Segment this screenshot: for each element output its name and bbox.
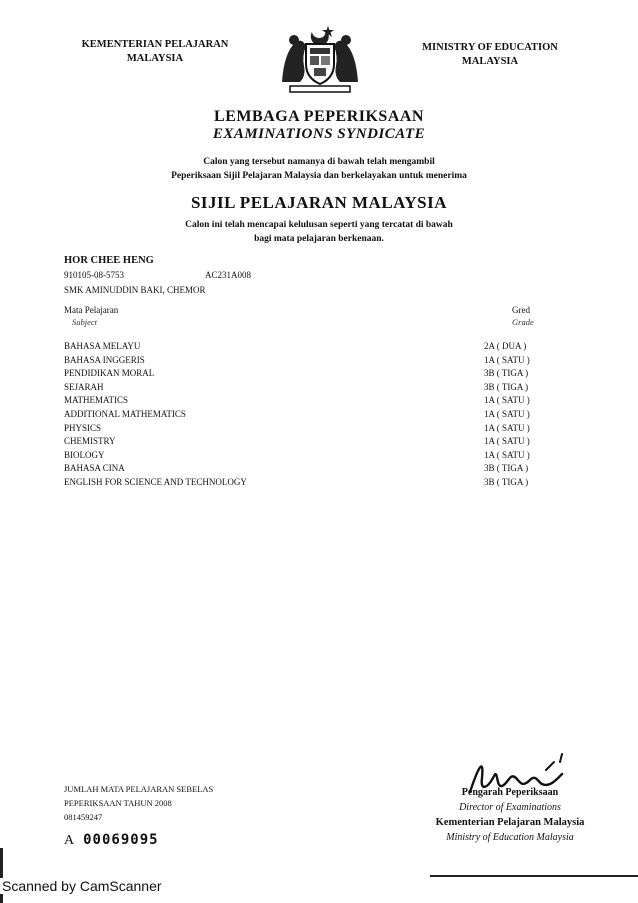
subject-grade: 1A ( SATU ) (484, 354, 530, 365)
signatory-ministry: Kementerian Pelajaran Malaysia (435, 817, 585, 828)
subject-name: PHYSICS (64, 422, 102, 433)
subject-name: BAHASA MELAYU (64, 341, 141, 351)
intro-line2: Peperiksaan Sijil Pelajaran Malaysia dan berkelayakan untuk menerima (171, 171, 467, 181)
subject-row (64, 449, 574, 463)
subject-grade: 2A ( DUA ) (484, 341, 527, 351)
serial-number: 081459247 (64, 812, 103, 822)
intro-text (0, 155, 638, 183)
subject-name: MATHEMATICS (64, 395, 129, 406)
subject-row (64, 354, 574, 368)
certificate-prefix: A (64, 833, 76, 848)
subject-grade: 1A ( SATU ) (484, 449, 530, 460)
achievement-line2: bagi mata pelajaran berkenaan. (254, 234, 384, 244)
certificate-number (64, 832, 159, 849)
subject-row (64, 462, 574, 476)
subject-name: BAHASA CINA (64, 463, 125, 474)
malaysia-coat-of-arms-icon (272, 22, 368, 94)
header-right-line1: MINISTRY OF EDUCATION (422, 42, 558, 53)
exam-year: PEPERIKSAAN TAHUN 2008 (64, 798, 172, 808)
subject-grade: 1A ( SATU ) (484, 408, 530, 419)
subject-name: ENGLISH FOR SCIENCE AND TECHNOLOGY (64, 476, 247, 487)
subject-name: BAHASA INGGERIS (64, 354, 145, 365)
header-right (390, 41, 590, 69)
subject-row (64, 422, 574, 436)
subject-header: Mata Pelajaran (64, 305, 119, 315)
grade-header: Gred (512, 305, 530, 315)
scan-edge-mark (0, 848, 3, 903)
subject-row (64, 381, 574, 395)
org-subtitle: EXAMINATIONS SYNDICATE (212, 126, 426, 142)
subject-grade: 3B ( TIGA ) (484, 476, 529, 487)
subject-row (64, 367, 574, 381)
candidate-ic-number: 910105-08-5753 (64, 270, 124, 280)
achievement-text (0, 218, 638, 246)
header-left (40, 38, 270, 66)
subject-name: PENDIDIKAN MORAL (64, 368, 155, 379)
subject-row (64, 408, 574, 422)
candidate-index-number: AC231A008 (205, 270, 252, 280)
scanner-watermark: Scanned by CamScanner (2, 878, 162, 894)
subject-grade: 1A ( SATU ) (484, 436, 530, 447)
subject-row (64, 394, 574, 408)
subject-row (64, 340, 574, 354)
header-left-line1: KEMENTERIAN PELAJARAN (81, 39, 229, 50)
certificate-number-value: 00069095 (83, 832, 159, 848)
signatory-ministry-en: Ministry of Education Malaysia (446, 832, 574, 843)
candidate-name: HOR CHEE HENG (64, 255, 154, 266)
subject-grade: 1A ( SATU ) (484, 395, 530, 406)
subject-name: CHEMISTRY (64, 436, 116, 447)
achievement-line1: Calon ini telah mencapai kelulusan seperti yang tercatat di bawah (185, 220, 453, 230)
subject-grade: 3B ( TIGA ) (484, 368, 529, 379)
subject-grade: 3B ( TIGA ) (484, 381, 529, 392)
header-right-line2: MALAYSIA (461, 56, 519, 67)
intro-line1: Calon yang tersebut namanya di bawah telah mengambil (203, 157, 435, 167)
grade-header-en: Grade (512, 317, 534, 327)
subject-row (64, 435, 574, 449)
org-title: LEMBAGA PEPERIKSAAN (214, 108, 424, 125)
subject-name: SEJARAH (64, 381, 104, 392)
subject-name: BIOLOGY (64, 449, 105, 460)
header-left-line2: MALAYSIA (126, 53, 184, 64)
signatory-title: Pengarah Peperiksaan (461, 787, 559, 798)
subject-row (64, 476, 574, 490)
scan-edge-line (430, 875, 638, 877)
subject-header-en: Subject (72, 317, 98, 327)
certificate-title: SIJIL PELAJARAN MALAYSIA (190, 193, 448, 212)
subject-name: ADDITIONAL MATHEMATICS (64, 408, 186, 419)
candidate-school: SMK AMINUDDIN BAKI, CHEMOR (64, 285, 206, 295)
subject-grade: 1A ( SATU ) (484, 422, 530, 433)
subject-list (64, 340, 574, 490)
total-subjects: JUMLAH MATA PELAJARAN SEBELAS (64, 784, 214, 794)
subject-grade: 3B ( TIGA ) (484, 463, 529, 474)
signatory-title-en: Director of Examinations (459, 802, 561, 813)
